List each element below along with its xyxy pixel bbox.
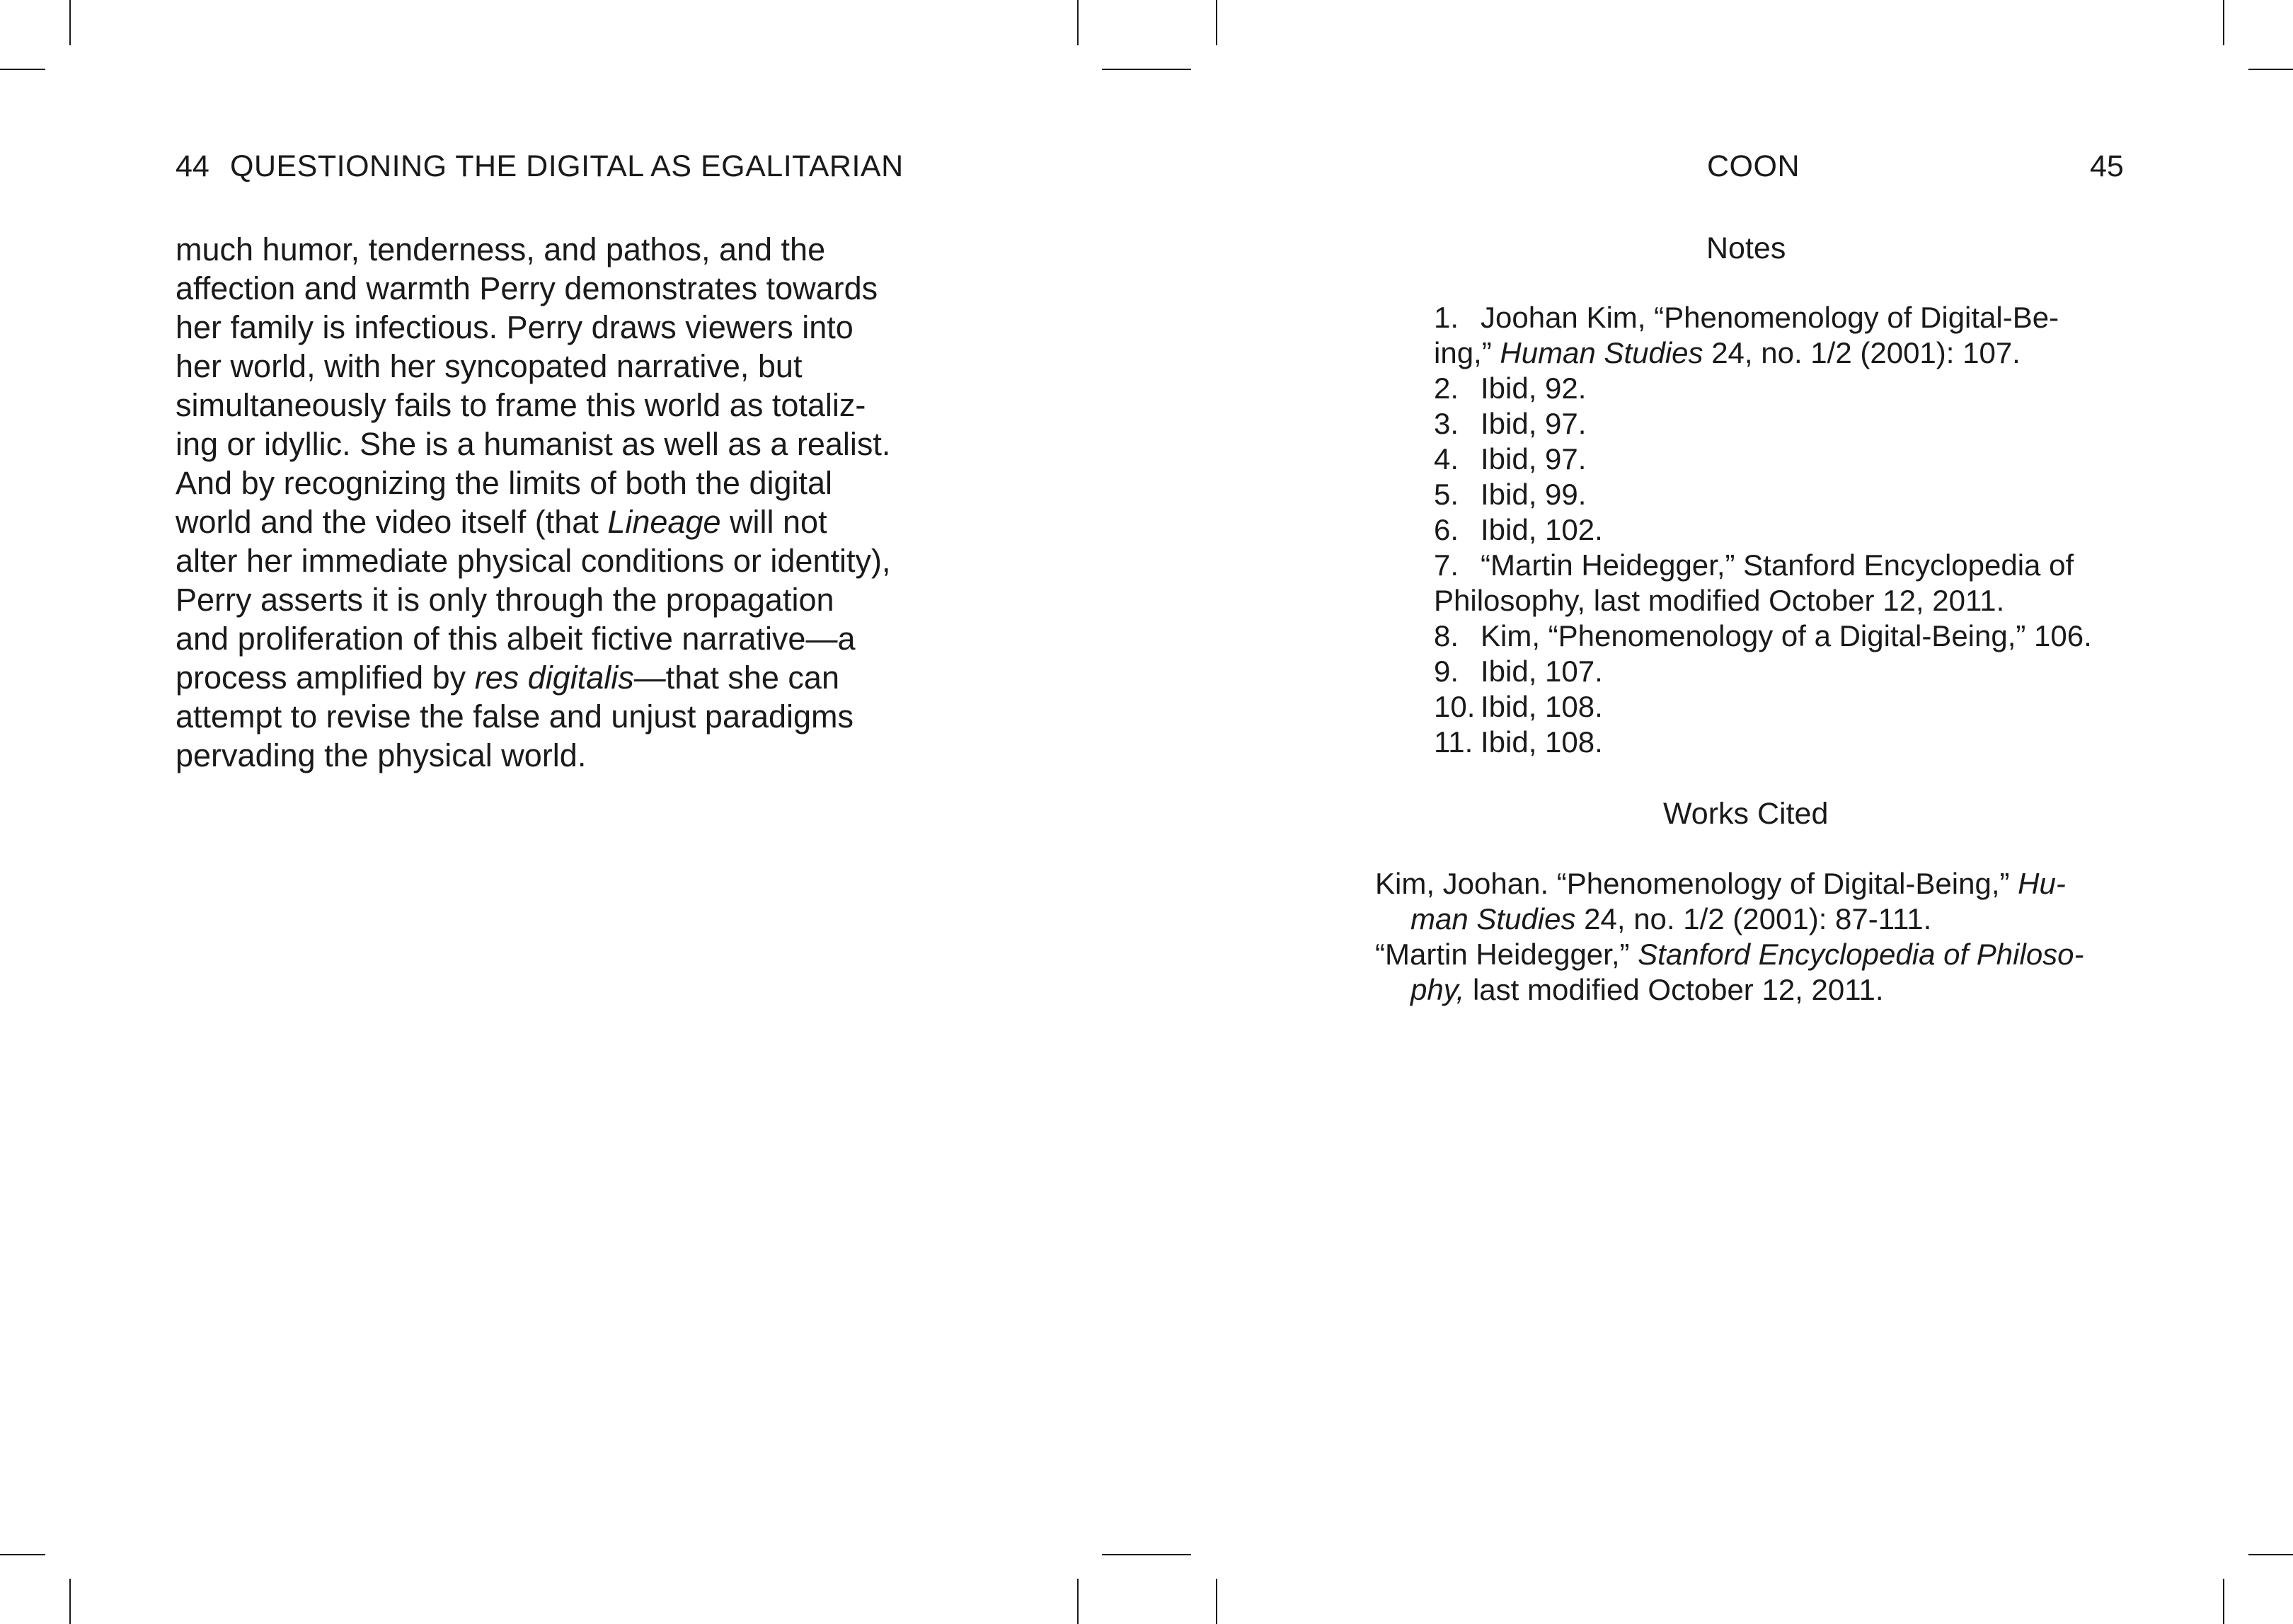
note-item	[1434, 689, 2127, 725]
crop-mark	[1216, 0, 1217, 45]
note-number: 7.	[1434, 548, 1459, 582]
note-text: Ibid, 108.	[1481, 725, 1603, 759]
note-text: Ibid, 97.	[1481, 442, 1587, 476]
crop-mark	[0, 1554, 45, 1555]
page-number-left: 44	[176, 149, 209, 183]
note-number: 11.	[1434, 725, 1473, 759]
crop-mark	[69, 0, 71, 45]
crop-mark	[1077, 1579, 1079, 1624]
crop-mark	[1216, 1579, 1217, 1624]
text-run: ing,”	[1434, 336, 1500, 369]
note-item	[1434, 654, 2127, 689]
note-text: Ibid, 99.	[1481, 478, 1587, 511]
running-head-right: COON	[1707, 149, 1800, 183]
page-number-right: 45	[2090, 149, 2124, 183]
notes-heading: Notes	[1706, 231, 1786, 265]
note-number: 9.	[1434, 655, 1459, 688]
italic-title: Hu-	[2018, 867, 2066, 900]
note-item	[1434, 512, 2127, 548]
body-line: ing or idyllic. She is a humanist as well as a realist.	[176, 426, 891, 462]
notes-list	[1434, 300, 2127, 760]
body-line: pervading the physical world.	[176, 737, 587, 773]
body-line: her world, with her syncopated narrative, but	[176, 348, 803, 384]
crop-mark	[0, 69, 45, 70]
note-item	[1434, 618, 2127, 654]
text-run: process amplified by	[176, 660, 475, 696]
body-line	[176, 658, 926, 697]
note-number: 6.	[1434, 513, 1459, 546]
works-cited-heading: Works Cited	[1663, 797, 1829, 831]
note-item	[1434, 548, 2127, 583]
note-number: 3.	[1434, 407, 1459, 440]
note-number: 10.	[1434, 690, 1476, 723]
italic-title: Human Studies	[1500, 336, 1703, 369]
works-cited-list	[1375, 866, 2125, 1008]
italic-title: man Studies	[1410, 902, 1576, 935]
note-number: 4.	[1434, 442, 1459, 476]
note-item	[1434, 725, 2127, 760]
note-number: 8.	[1434, 619, 1459, 652]
note-number: 5.	[1434, 478, 1459, 511]
text-run: will not	[720, 504, 827, 540]
note-item	[1434, 477, 2127, 512]
body-line	[176, 502, 926, 541]
body-line: affection and warmth Perry demonstrates towards	[176, 270, 878, 306]
crop-mark	[2223, 1579, 2224, 1624]
note-item	[1434, 406, 2127, 442]
crop-mark	[69, 1579, 71, 1624]
crop-mark	[2248, 1554, 2293, 1555]
note-text: Joohan Kim, “Phenomenology of Digital-Be-	[1481, 301, 2059, 334]
note-continuation	[1434, 335, 2127, 371]
note-text: Kim, “Phenomenology of a Digital-Being,” 106.	[1481, 619, 2092, 652]
body-line: Perry asserts it is only through the propagation	[176, 582, 834, 618]
body-line: and proliferation of this albeit fictive narrative—a	[176, 621, 856, 657]
running-head-left: QUESTIONING THE DIGITAL AS EGALITARIAN	[230, 149, 904, 183]
text-run: last modified October 12, 2011.	[1464, 973, 1884, 1006]
body-line: attempt to revise the false and unjust paradigms	[176, 698, 854, 735]
note-number: 2.	[1434, 372, 1459, 405]
citation-continuation	[1375, 972, 2125, 1008]
body-line: And by recognizing the limits of both the digital	[176, 465, 833, 501]
crop-mark	[1102, 69, 1191, 70]
text-run: 24, no. 1/2 (2001): 87-111.	[1575, 902, 1932, 935]
italic-term: res digitalis	[474, 660, 634, 696]
crop-mark	[1102, 1554, 1191, 1555]
text-run: —that she can	[633, 660, 839, 696]
note-number: 1.	[1434, 301, 1459, 334]
body-line: her family is infectious. Perry draws viewers into	[176, 309, 854, 345]
note-text: Ibid, 97.	[1481, 407, 1587, 440]
note-item	[1434, 300, 2127, 335]
crop-mark	[2248, 69, 2293, 70]
body-text	[176, 230, 926, 775]
text-run: world and the video itself (that	[176, 504, 608, 540]
crop-mark	[1077, 0, 1079, 45]
note-text: Ibid, 92.	[1481, 372, 1587, 405]
note-item	[1434, 371, 2127, 406]
note-text: “Martin Heidegger,” Stanford Encyclopedia of	[1481, 548, 2074, 582]
crop-mark	[2223, 0, 2224, 45]
body-line: simultaneously fails to frame this world as totaliz-	[176, 387, 866, 423]
text-run: “Martin Heidegger,”	[1375, 938, 1638, 971]
citation-entry	[1375, 937, 2125, 972]
citation-continuation	[1375, 902, 2125, 937]
note-text: Ibid, 107.	[1481, 655, 1603, 688]
citation-entry	[1375, 866, 2125, 902]
note-continuation: Philosophy, last modified October 12, 2011.	[1434, 584, 2005, 617]
note-item	[1434, 442, 2127, 477]
body-line: alter her immediate physical conditions or identity),	[176, 543, 891, 579]
note-text: Ibid, 102.	[1481, 513, 1603, 546]
italic-title: phy,	[1410, 973, 1465, 1006]
italic-title: Lineage	[607, 504, 721, 540]
text-run: Kim, Joohan. “Phenomenology of Digital-Being,”	[1375, 867, 2018, 900]
note-text: Ibid, 108.	[1481, 690, 1603, 723]
italic-title: Stanford Encyclopedia of Philoso-	[1638, 938, 2084, 971]
text-run: 24, no. 1/2 (2001): 107.	[1703, 336, 2021, 369]
body-line: much humor, tenderness, and pathos, and the	[176, 231, 826, 267]
